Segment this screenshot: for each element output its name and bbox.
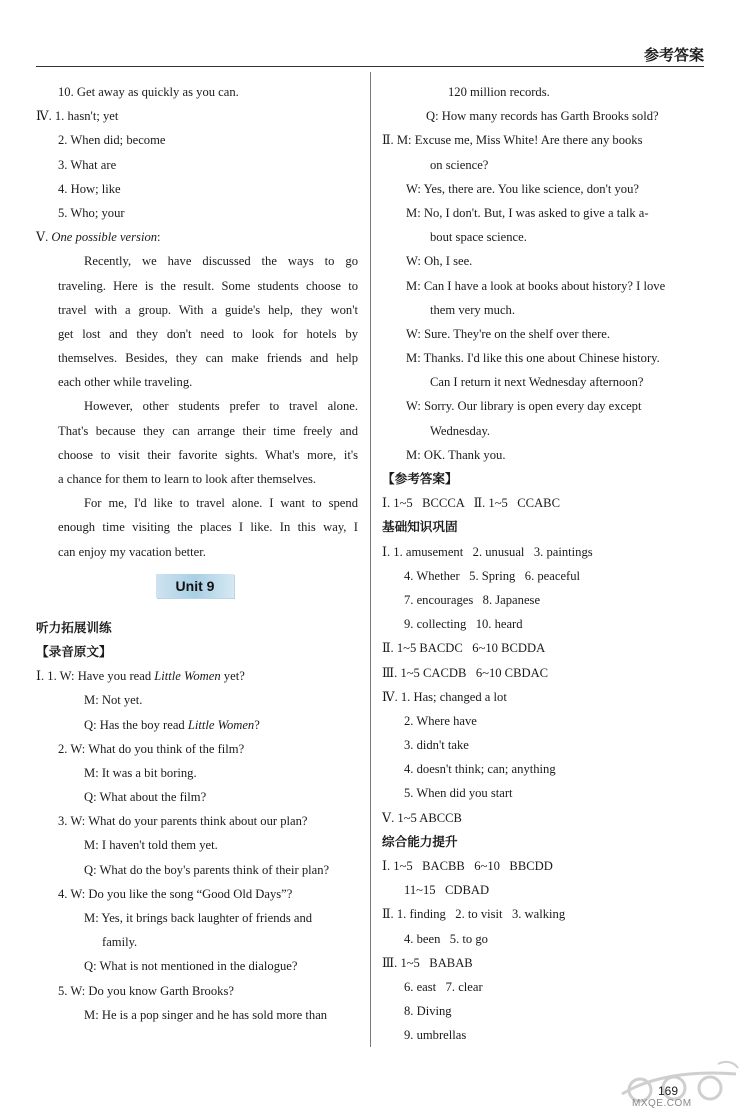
essay-paragraph-3 — [36, 491, 358, 564]
dialogue-line: M: I haven't told them yet. — [84, 838, 218, 853]
essay-paragraph-1 — [36, 249, 358, 394]
column-divider — [370, 72, 371, 1047]
dialogue-line: Q: Has the boy read Little Women? — [84, 717, 260, 732]
essay-line: enough time visiting the places I like. In this way, I — [58, 520, 358, 535]
essay-line: That's because they can arrange their time freely and — [58, 423, 358, 438]
answer-line: Ⅲ. 1~5 CACDB 6~10 CBDAC — [382, 665, 549, 680]
dialogue-line: M: OK. Thank you. — [406, 447, 506, 462]
section-heading-answers: 【参考答案】 — [382, 471, 458, 486]
dialogue-line: 5. W: Do you know Garth Brooks? — [58, 983, 234, 998]
dialogue-line: M: Yes, it brings back laughter of friends and — [84, 911, 313, 925]
header-rule — [36, 66, 704, 67]
dialogue-line: W: Sure. They're on the shelf over there. — [406, 326, 611, 341]
dialogue-line: family. — [102, 935, 138, 950]
right-column — [382, 80, 704, 1048]
answer-line: 4. Whether 5. Spring 6. peaceful — [404, 568, 581, 583]
answer-line: Ⅰ. 1~5 BACBB 6~10 BBCDD — [382, 859, 553, 873]
left-column — [36, 80, 358, 1027]
essay-line: each other while traveling. — [58, 375, 193, 390]
answer-line: 4. doesn't think; can; anything — [404, 762, 556, 777]
answer-line: Ⅰ. 1~5 BCCCA Ⅱ. 1~5 CCABC — [382, 496, 560, 511]
dialogue-line: 120 million records. — [448, 85, 550, 99]
essay-line: travel with a group. With a guide's help, they won't — [58, 302, 358, 317]
dialogue-line: M: Can I have a look at books about history? I love — [406, 278, 666, 293]
dialogue-line: Q: What about the film? — [84, 790, 207, 805]
section-heading-basics: 基础知识巩固 — [382, 519, 458, 535]
answer-line: 11~15 CDBAD — [404, 883, 490, 898]
answer-line: 8. Diving — [404, 1004, 452, 1019]
dialogue-line: 4. W: Do you like the song “Good Old Days”? — [58, 886, 293, 901]
answer-line: Ⅱ. 1~5 BACDC 6~10 BCDDA — [382, 641, 546, 656]
section-v-heading: Ⅴ. One possible version: — [36, 230, 161, 245]
answer-line: 5. When did you start — [404, 786, 513, 801]
answer-line: Ⅴ. 1~5 ABCCB — [382, 810, 462, 825]
dialogue-line: M: He is a pop singer and he has sold more than — [84, 1007, 328, 1022]
answer-line: 3. didn't take — [404, 738, 469, 753]
dialogue-line: M: It was a bit boring. — [84, 765, 197, 780]
dialogue-line: 2. W: What do you think of the film? — [58, 741, 245, 756]
answer-line: 2. Where have — [404, 713, 477, 728]
dialogue-line: on science? — [430, 157, 489, 172]
essay-line: However, other students prefer to travel alone. — [84, 399, 358, 414]
dialogue-line: Q: What do the boy's parents think of their plan? — [84, 862, 330, 877]
answer-line: 7. encourages 8. Japanese — [404, 592, 541, 607]
answer-line: 5. Who; your — [58, 205, 125, 220]
essay-line: can enjoy my vacation better. — [58, 544, 206, 559]
answer-line: 6. east 7. clear — [404, 979, 483, 994]
answer-line: Ⅰ. 1. amusement 2. unusual 3. paintings — [382, 544, 593, 559]
dialogue-line: Q: What is not mentioned in the dialogue? — [84, 959, 298, 974]
watermark-url: MXQE.COM — [632, 1098, 692, 1109]
answer-line: 4. been 5. to go — [404, 931, 488, 946]
dialogue-line: M: Thanks. I'd like this one about Chinese history. — [406, 351, 660, 366]
dialogue-line: W: Sorry. Our library is open every day except — [406, 399, 642, 414]
answer-line: 10. Get away as quickly as you can. — [58, 85, 239, 99]
answer-line: 2. When did; become — [58, 133, 166, 148]
answer-line: 9. collecting 10. heard — [404, 617, 523, 632]
essay-line: themselves. Besides, they can make friends and help — [58, 351, 358, 366]
essay-line: get lost and they don't need to look for hotels by — [58, 326, 358, 341]
answer-line: Ⅲ. 1~5 BABAB — [382, 955, 473, 970]
page-header-title: 参考答案 — [643, 46, 704, 64]
page-number: 169 — [658, 1084, 679, 1098]
essay-line: choose to visit their favorite sights. What's more, it's — [58, 447, 358, 462]
section-heading-listening: 听力拓展训练 — [36, 619, 112, 635]
dialogue-line: W: Yes, there are. You like science, don't you? — [406, 181, 639, 196]
unit-title: Unit 9 — [156, 574, 234, 598]
answer-line: 4. How; like — [58, 181, 121, 196]
essay-line: traveling. Here is the result. Some students choose to — [58, 278, 358, 293]
answer-line: 3. What are — [58, 157, 117, 172]
answer-line: Ⅳ. 1. Has; changed a lot — [382, 689, 507, 704]
dialogue-line: them very much. — [430, 302, 515, 317]
essay-line: Recently, we have discussed the ways to go — [84, 254, 358, 269]
dialogue-line: Q: How many records has Garth Brooks sold? — [426, 109, 659, 124]
dialogue-line: M: Not yet. — [84, 693, 143, 708]
essay-line: a chance for them to learn to look after themselves. — [58, 472, 317, 486]
section-heading-script: 【录音原文】 — [36, 643, 112, 659]
dialogue-line: M: No, I don't. But, I was asked to give a talk a- — [406, 205, 649, 220]
essay-line: For me, I'd like to travel alone. I want to spend — [84, 496, 358, 511]
dialogue-line: Ⅱ. M: Excuse me, Miss White! Are there any books — [382, 133, 643, 148]
dialogue-line: Can I return it next Wednesday afternoon? — [430, 375, 644, 390]
section-heading-advanced: 综合能力提升 — [382, 833, 458, 849]
essay-paragraph-2 — [36, 394, 358, 491]
dialogue-line: bout space science. — [430, 230, 527, 245]
dialogue-line: Ⅰ. 1. W: Have you read Little Women yet? — [36, 669, 245, 684]
dialogue-line: 3. W: What do your parents think about our plan? — [58, 814, 308, 829]
unit-banner — [36, 564, 358, 616]
answer-line: Ⅱ. 1. finding 2. to visit 3. walking — [382, 907, 566, 922]
dialogue-line: Wednesday. — [430, 423, 491, 438]
dialogue-line: W: Oh, I see. — [406, 254, 473, 269]
answer-line: Ⅳ. 1. hasn't; yet — [36, 109, 119, 124]
answer-line: 9. umbrellas — [404, 1028, 467, 1043]
